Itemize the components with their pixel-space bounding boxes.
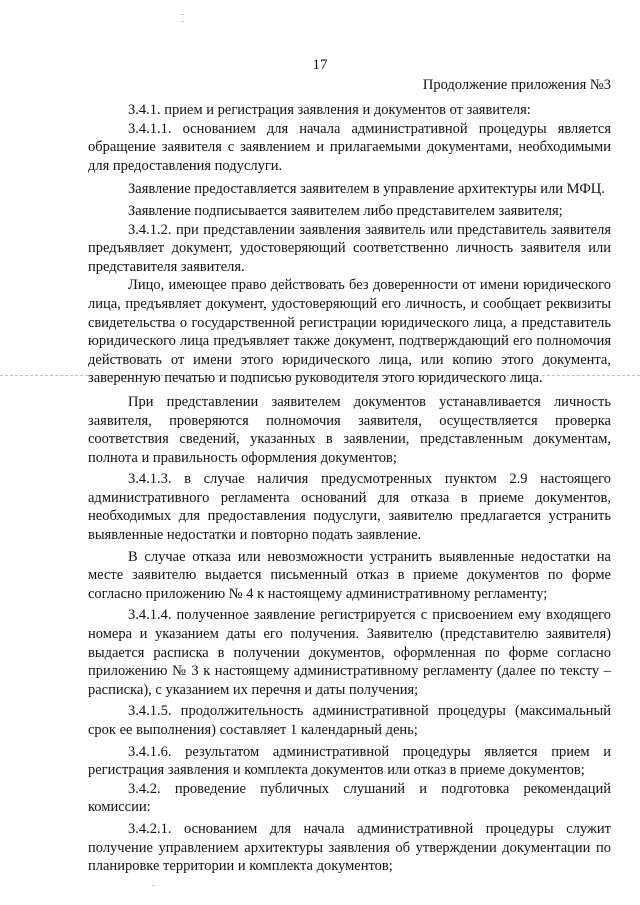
paragraph-3-4-2: 3.4.2. проведение публичных слушаний и подготовка рекомендаций комиссии:: [88, 780, 611, 816]
paragraph-3-4-1-6: 3.4.1.6. результатом административной процедуры является прием и регистрация заявления и комплекта документов или отказ в приеме документов;: [88, 743, 611, 779]
scan-artifact-top-2: [181, 21, 184, 22]
appendix-continuation-label: Продолжение приложения №3: [422, 77, 611, 93]
paragraph-identity-check: При представлении заявителем документов устанавливается личность заявителя, проверяются полномочия заявителя, осуществляется проверка соответствия сведений, указанных в заявлении, представленным документам, полнота и правильность оформления документов;: [88, 393, 611, 466]
paragraph-3-4-1-3: 3.4.1.3. в случае наличия предусмотренных пунктом 2.9 настоящего административного регламента оснований для отказа в приеме документов, необходимых для предоставления подуслуги, заявителю предлагается устранить выявленные недостатки и повторно подать заявление.: [88, 471, 611, 544]
scan-artifact-top: [181, 14, 184, 15]
paragraph-3-4-1-5: 3.4.1.5. продолжительность административной процедуры (максимальный срок ее выполнения) составляет 1 календарный день;: [88, 703, 611, 738]
paragraph-legal-entity: Лицо, имеющее право действовать без доверенности от имени юридического лица, предъявляет документ, удостоверяющий его личность, и сообщает реквизиты свидетельства о государственной регистрации юридического лица, а представитель юридического лица предъявляет также документ, подтверждающий его полномочия действовать от имени этого юридического лица, или копию этого документа, заверенную печатью и подписью руководителя этого юридического лица.: [88, 277, 611, 387]
paragraph-3-4-1: 3.4.1. прием и регистрация заявления и документов от заявителя:: [128, 102, 531, 118]
scan-artifact-bottom: [152, 885, 155, 886]
paragraph-refusal: В случае отказа или невозможности устранить выявленные недостатки на месте заявителю выдается письменный отказ в приеме документов по форме согласно приложению № 4 к настоящему административному регламенту;: [88, 548, 611, 602]
page-number: 17: [312, 57, 328, 73]
paragraph-3-4-1-4: 3.4.1.4. полученное заявление регистрируется с присвоением ему входящего номера и указанием даты его получения. Заявителю (представителю заявителя) выдается расписка в получении документов, оформленная по форме согласно приложению № 3 к настоящему административному регламенту (далее по тексту – расписка), с указанием их перечня и даты получения;: [88, 607, 611, 698]
document-body: [88, 101, 611, 876]
paragraph-3-4-2-1: 3.4.2.1. основанием для начала административной процедуры служит получение управлением архитектуры заявления об утверждении документации по планировке территории и комплекта документов;: [88, 820, 611, 875]
paragraph-3-4-1-2: 3.4.1.2. при представлении заявления заявитель или представитель заявителя предъявляет документ, удостоверяющий соответственно личность заявителя или представителя заявителя.: [88, 221, 611, 275]
paragraph-signature: Заявление подписывается заявителем либо представителем заявителя;: [128, 202, 563, 219]
paragraph-3-4-1-1: 3.4.1.1. основанием для начала административной процедуры является обращение заявителя с заявлением и прилагаемыми документами, необходимыми для предоставления подуслуги.: [88, 120, 611, 174]
paragraph-submission: Заявление предоставляется заявителем в управление архитектуры или МФЦ.: [128, 181, 605, 198]
